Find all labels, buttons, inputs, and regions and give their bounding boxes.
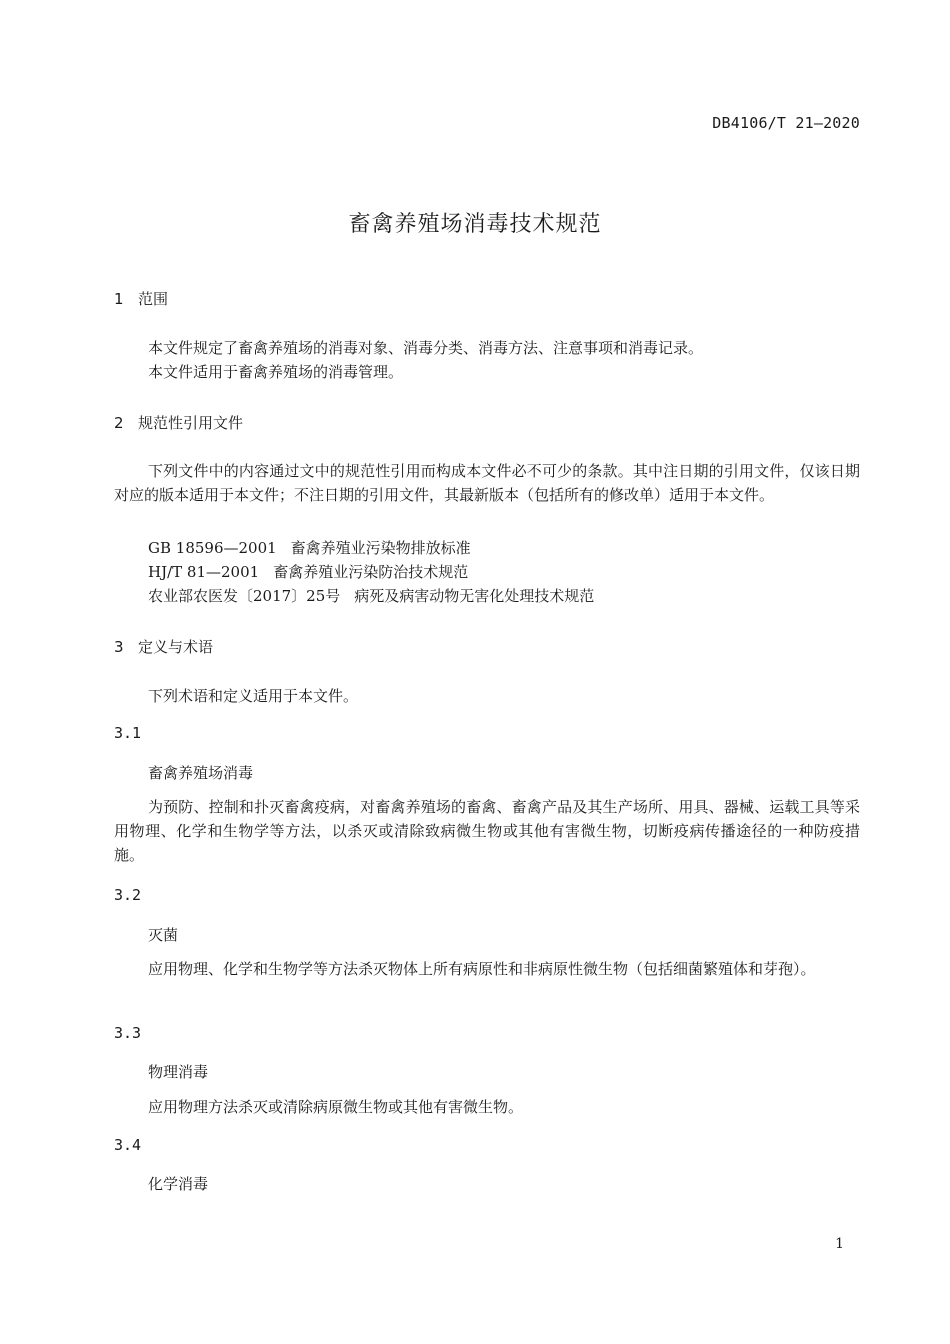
term-definition: 应用物理方法杀灭或清除病原微生物或其他有害微生物。	[148, 1098, 524, 1116]
document-title: 畜禽养殖场消毒技术规范	[348, 212, 602, 237]
term-name: 灭菌	[148, 926, 179, 944]
section-number: 1	[114, 290, 124, 308]
page-number: 1	[835, 1236, 844, 1252]
reference-item	[148, 537, 471, 558]
term-definition: 应用物理、化学和生物学等方法杀灭物体上所有病原性和非病原性微生物（包括细菌繁殖体和芽孢）。	[148, 960, 816, 978]
term-name: 畜禽养殖场消毒	[148, 764, 254, 782]
section-1-heading	[114, 288, 168, 309]
term-number: 3.1	[114, 724, 142, 742]
paragraph: 下列术语和定义适用于本文件。	[148, 687, 359, 705]
reference-code: GB 18596—2001	[148, 539, 277, 557]
reference-item	[148, 561, 468, 582]
paragraph: 本文件规定了畜禽养殖场的消毒对象、消毒分类、消毒方法、注意事项和消毒记录。	[148, 339, 704, 357]
term-number: 3.2	[114, 886, 142, 904]
term-name: 物理消毒	[148, 1063, 209, 1081]
reference-code: HJ/T 81—2001	[148, 563, 260, 581]
section-number: 3	[114, 638, 124, 656]
section-3-heading	[114, 636, 213, 657]
section-2-heading	[114, 412, 243, 433]
section-title: 范围	[138, 290, 169, 308]
term-number: 3.4	[114, 1136, 142, 1154]
reference-name: 畜禽养殖业污染物排放标准	[290, 539, 471, 557]
section-title: 定义与术语	[138, 638, 214, 656]
reference-item	[148, 585, 594, 606]
section-number: 2	[114, 414, 124, 432]
reference-name: 病死及病害动物无害化处理技术规范	[354, 587, 595, 605]
section-title: 规范性引用文件	[138, 414, 244, 432]
paragraph: 本文件适用于畜禽养殖场的消毒管理。	[148, 363, 404, 381]
reference-name: 畜禽养殖业污染防治技术规范	[273, 563, 469, 581]
standard-code: DB4106/T 21—2020	[712, 114, 860, 132]
term-number: 3.3	[114, 1024, 142, 1042]
reference-code: 农业部农医发〔2017〕25号	[148, 587, 341, 605]
term-name: 化学消毒	[148, 1175, 209, 1193]
paragraph: 下列文件中的内容通过文中的规范性引用而构成本文件必不可少的条款。其中注日期的引用文件，仅该日期对应的版本适用于本文件；不注日期的引用文件，其最新版本（包括所有的修改单）适用于本文件。	[114, 462, 860, 504]
term-definition: 为预防、控制和扑灭畜禽疫病，对畜禽养殖场的畜禽、畜禽产品及其生产场所、用具、器械、运载工具等采用物理、化学和生物学等方法，以杀灭或清除致病微生物或其他有害微生物，切断疫病传播途径的一种防疫措施。	[114, 798, 860, 864]
